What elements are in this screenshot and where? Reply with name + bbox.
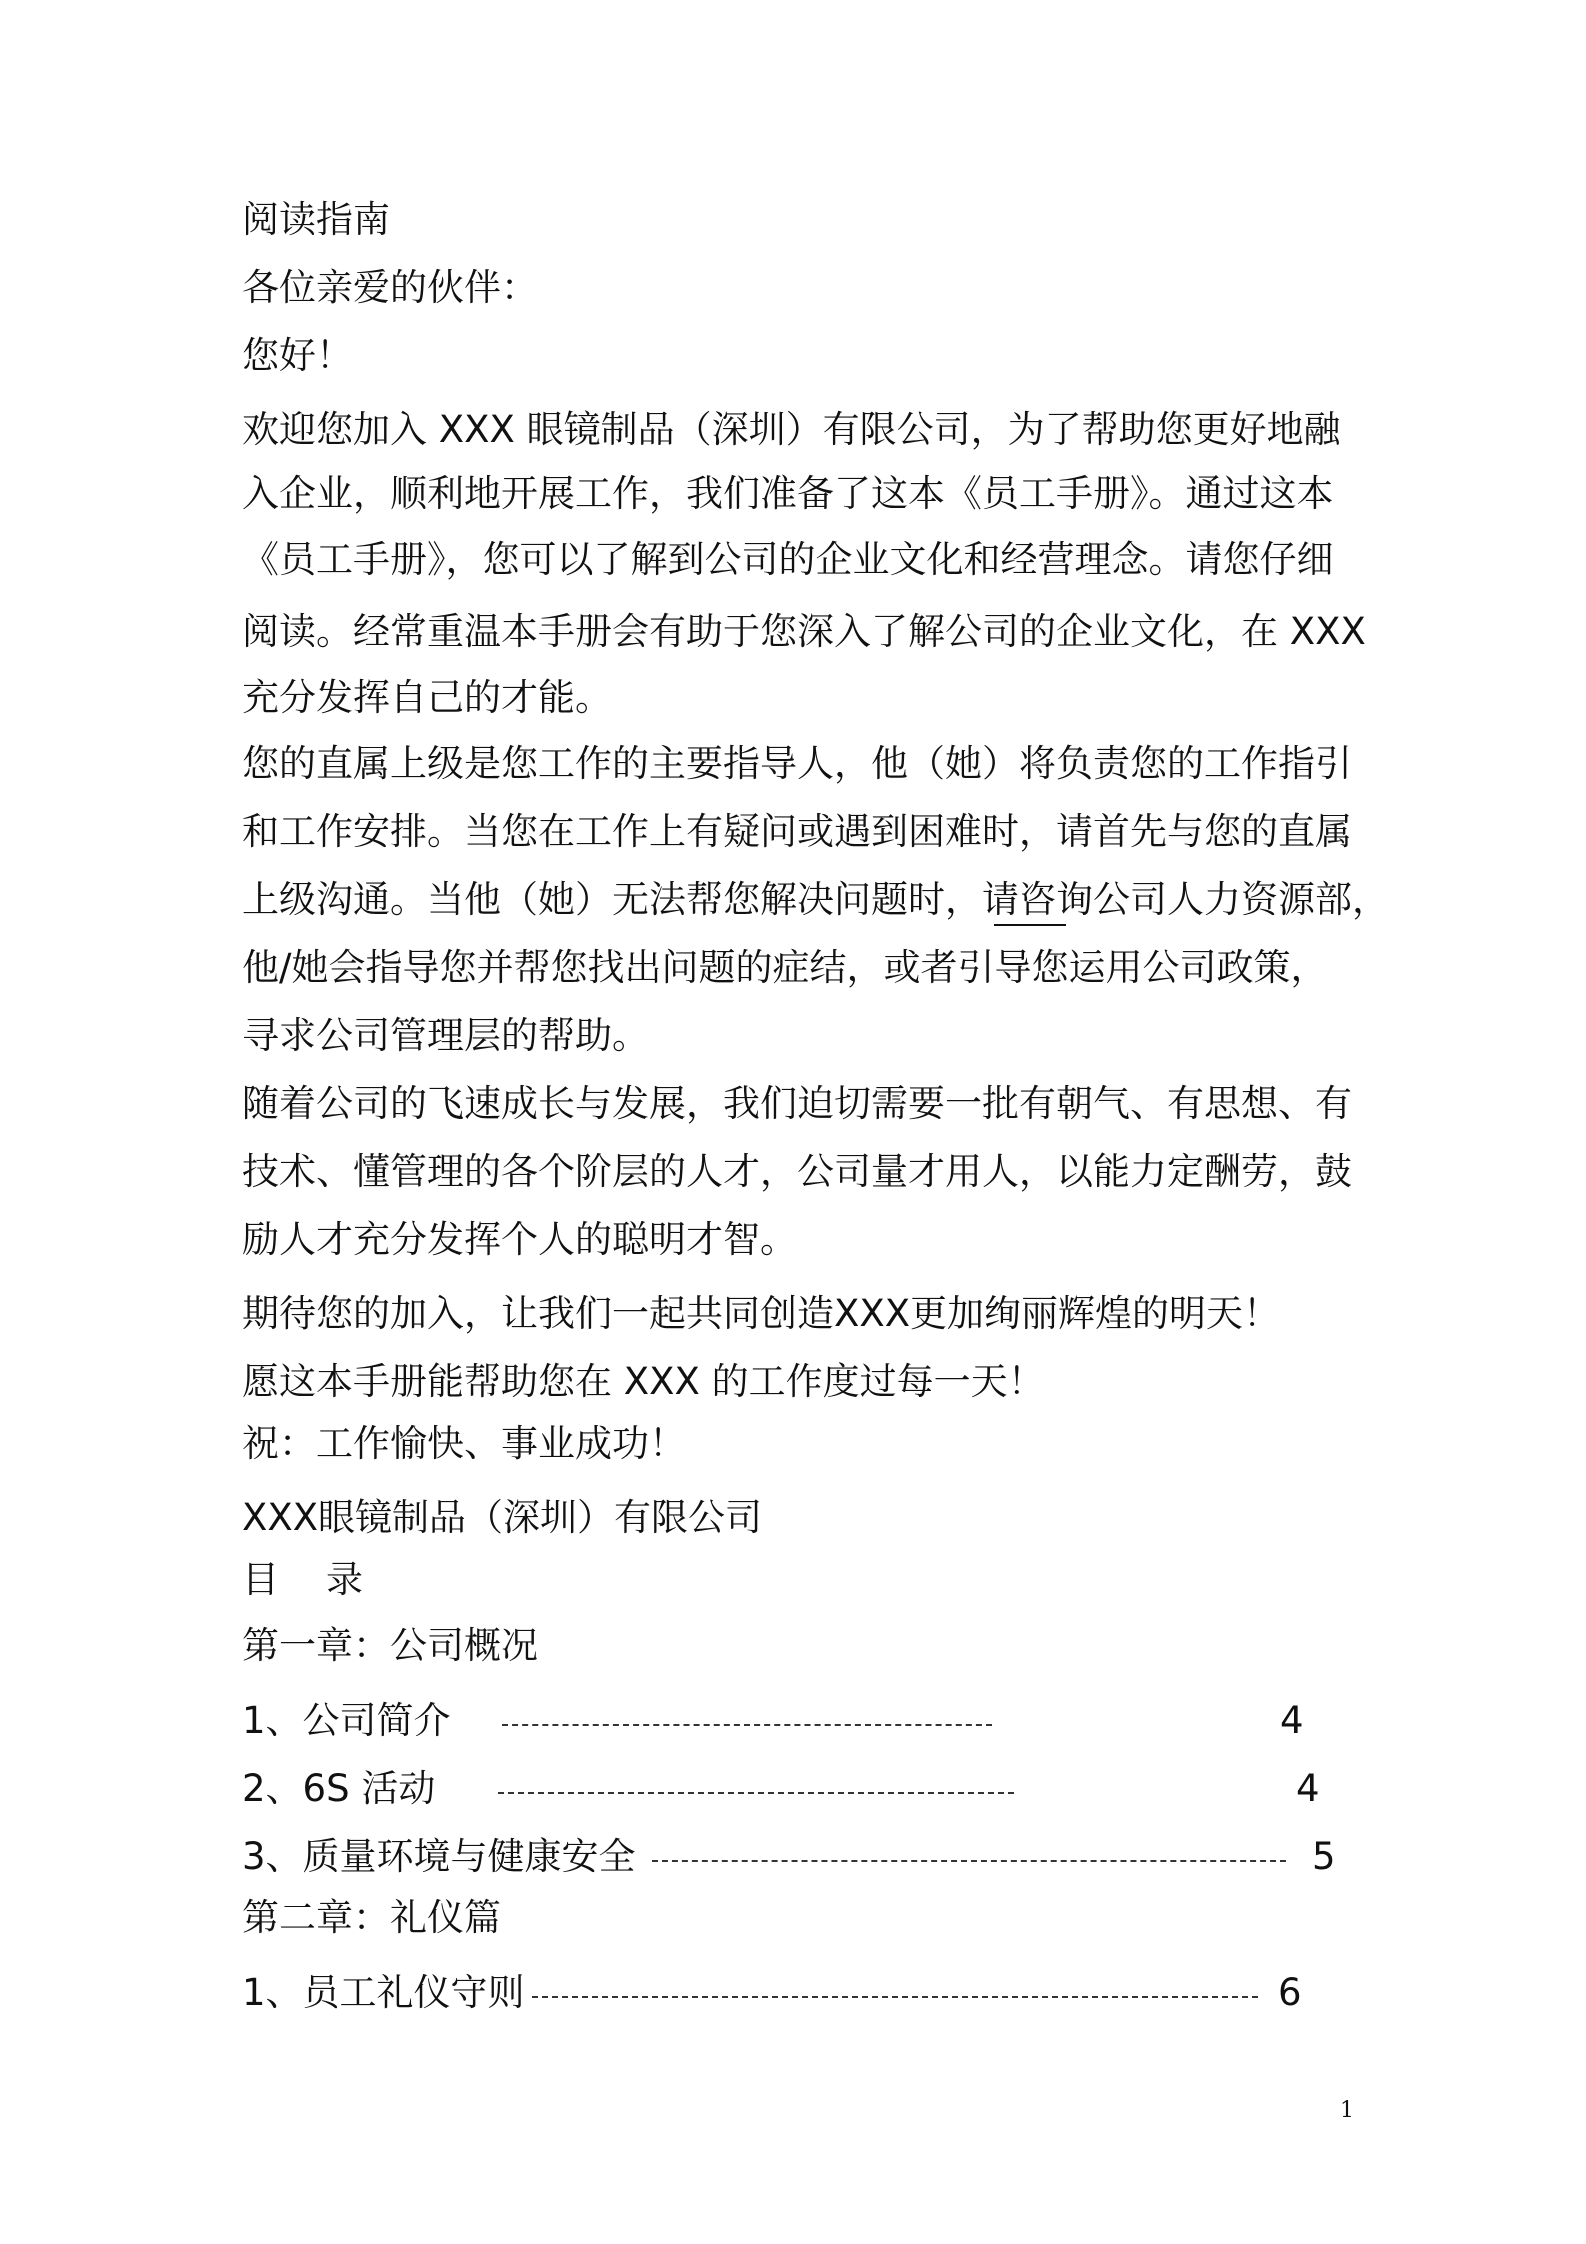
para3-line: 随着公司的飞速成长与发展，我们迫切需要一批有朝气、有思想、有 [242,1082,1352,1125]
greeting: 您好！ [242,334,353,377]
para1-line: 入企业，顺利地开展工作，我们准备了这本《员工手册》。通过这本 [242,472,1334,515]
para1-line: 阅读。经常重温本手册会有助于您深入了解公司的企业文化，在 XXX [242,610,1366,653]
para3-line: 励人才充分发挥个人的聪明才智。 [242,1218,797,1261]
para2-line: 上级沟通。当他（她）无法帮您解决问题时，请咨询公司人力资源部， [242,878,1389,921]
toc-entry-page: 4 [1296,1767,1320,1810]
toc-leader-dots [498,1792,1014,1794]
closing-line: 愿这本手册能帮助您在 XXX 的工作度过每一天！ [242,1360,1045,1403]
toc-entry-label: 3、质量环境与健康安全 [242,1835,636,1878]
guide-title: 阅读指南 [242,198,390,241]
toc-entry-page: 6 [1278,1971,1302,2014]
toc-entry-label: 2、6S 活动 [242,1767,436,1810]
toc-entry-page: 5 [1312,1835,1336,1878]
toc-leader-dots [652,1860,1286,1862]
wish-line: 祝：工作愉快、事业成功！ [242,1422,686,1465]
salutation: 各位亲爱的伙伴： [242,266,538,309]
toc-entry-page: 4 [1280,1699,1304,1742]
toc-entry-label: 1、员工礼仪守则 [242,1971,525,2014]
toc-chapter-1: 第一章：公司概况 [242,1624,538,1667]
para2-line: 寻求公司管理层的帮助。 [242,1014,649,1057]
para3-line: 技术、懂管理的各个阶层的人才，公司量才用人，以能力定酬劳，鼓 [242,1150,1352,1193]
toc-entry-label: 1、公司简介 [242,1699,451,1742]
closing-line: 期待您的加入，让我们一起共同创造XXX更加绚丽辉煌的明天！ [242,1292,1281,1335]
toc-title: 目 录 [242,1558,364,1601]
underline-mark [994,924,1066,926]
toc-leader-dots [532,1996,1258,1998]
company-signature: XXX眼镜制品（深圳）有限公司 [242,1496,763,1539]
para1-line: 《员工手册》，您可以了解到公司的企业文化和经营理念。请您仔细 [242,538,1334,581]
page-number: 1 [1340,2098,1354,2123]
para1-line: 充分发挥自己的才能。 [242,676,612,719]
para2-line: 您的直属上级是您工作的主要指导人，他（她）将负责您的工作指引 [242,742,1352,785]
toc-leader-dots [502,1724,992,1726]
para2-line: 他/她会指导您并帮您找出问题的症结，或者引导您运用公司政策， [242,946,1328,989]
para2-line: 和工作安排。当您在工作上有疑问或遇到困难时，请首先与您的直属 [242,810,1352,853]
para1-line: 欢迎您加入 XXX 眼镜制品（深圳）有限公司，为了帮助您更好地融 [242,408,1341,451]
toc-chapter-2: 第二章：礼仪篇 [242,1896,501,1939]
